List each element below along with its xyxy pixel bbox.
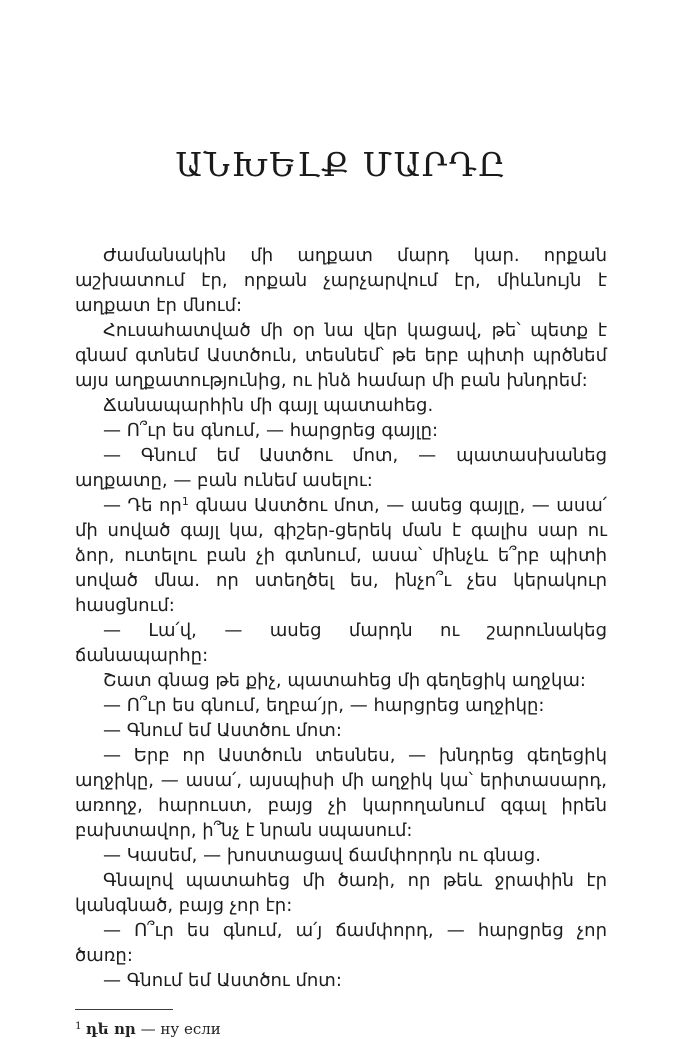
story-paragraph-dialogue: — Ո՞ւր ես գնում, եղբա՛յր, — հարցրեց աղջիկը:	[103, 694, 545, 716]
story-paragraph-dialogue: — Ո՞ւր ես գնում, — հարցրեց գայլը:	[103, 419, 439, 441]
paragraph-text: գնաս Աստծու մոտ, — ասեց գայլը, — ասա՛ մի սոված գայլ կա, գիշեր-ցերեկ ման է գալիս սար ու ձոր, ուտելու բան չի գտնում, ասա՝ մինչև ե՞րբ պիտի սոված մնա. որ ստեղծել ես, ինչո՞ւ չես կերակուր հասցնում:	[75, 494, 607, 616]
footnote-term: դե որ	[85, 1019, 136, 1038]
footnote-section	[75, 1009, 607, 1039]
story-paragraph: Ճանապարհին մի գայլ պատահեց.	[103, 394, 434, 416]
footnote-entry	[75, 1019, 607, 1039]
page-title: ԱՆԽԵԼՔ ՄԱՐԴԸ	[175, 145, 507, 184]
story-paragraph-dialogue: — Կասեմ, — խոստացավ ճամփորդն ու գնաց.	[103, 844, 541, 866]
footnote-marker: 1	[75, 1019, 82, 1032]
story-paragraph: Գնալով պատահեց մի ծառի, որ թեև ջրափին էր կանգնած, բայց չոր էր:	[75, 869, 607, 916]
paragraph-text: — Դե որ	[103, 494, 182, 516]
story-paragraph: Հուսահատված մի օր նա վեր կացավ, թե՝ պետք է գնամ գտնեմ Աստծուն, տեսնեմ՝ թե երբ պիտի պրծնեմ այս աղքատությունից, ու ինձ համար մի բան խնդրեմ:	[75, 319, 607, 391]
footnote-divider	[75, 1009, 173, 1010]
story-text	[75, 243, 607, 993]
story-paragraph: Շատ գնաց թե քիչ, պատահեց մի գեղեցիկ աղջկա:	[103, 669, 586, 691]
story-paragraph-dialogue: — Լա՛վ, — ասեց մարդն ու շարունակեց ճանապարհը:	[75, 619, 607, 666]
footnote-definition: — ну если	[140, 1019, 221, 1038]
story-paragraph-dialogue: — Գնում եմ Աստծու մոտ:	[103, 969, 342, 991]
footnote-reference: 1	[181, 494, 189, 508]
story-paragraph: Ժամանակին մի աղքատ մարդ կար. որքան աշխատում էր, որքան չարչարվում էր, միևնույն է աղքատ էր մնում:	[75, 244, 607, 316]
story-paragraph-dialogue: — Երբ որ Աստծուն տեսնես, — խնդրեց գեղեցիկ աղջիկը, — ասա՛, այսպիսի մի աղջիկ կա՝ երիտասարդ, առողջ, հարուստ, բայց չի կարողանում զգալ իրեն բախտավոր, ի՞նչ է նրան սպասում:	[75, 744, 607, 841]
story-paragraph-dialogue	[75, 493, 607, 618]
story-paragraph-dialogue: — Գնում եմ Աստծու մոտ, — պատասխանեց աղքատը, — բան ունեմ ասելու:	[75, 444, 607, 491]
story-paragraph-dialogue: — Գնում եմ Աստծու մոտ:	[103, 719, 342, 741]
story-paragraph-dialogue: — Ո՞ւր ես գնում, ա՛յ ճամփորդ, — հարցրեց չոր ծառը:	[75, 919, 607, 966]
